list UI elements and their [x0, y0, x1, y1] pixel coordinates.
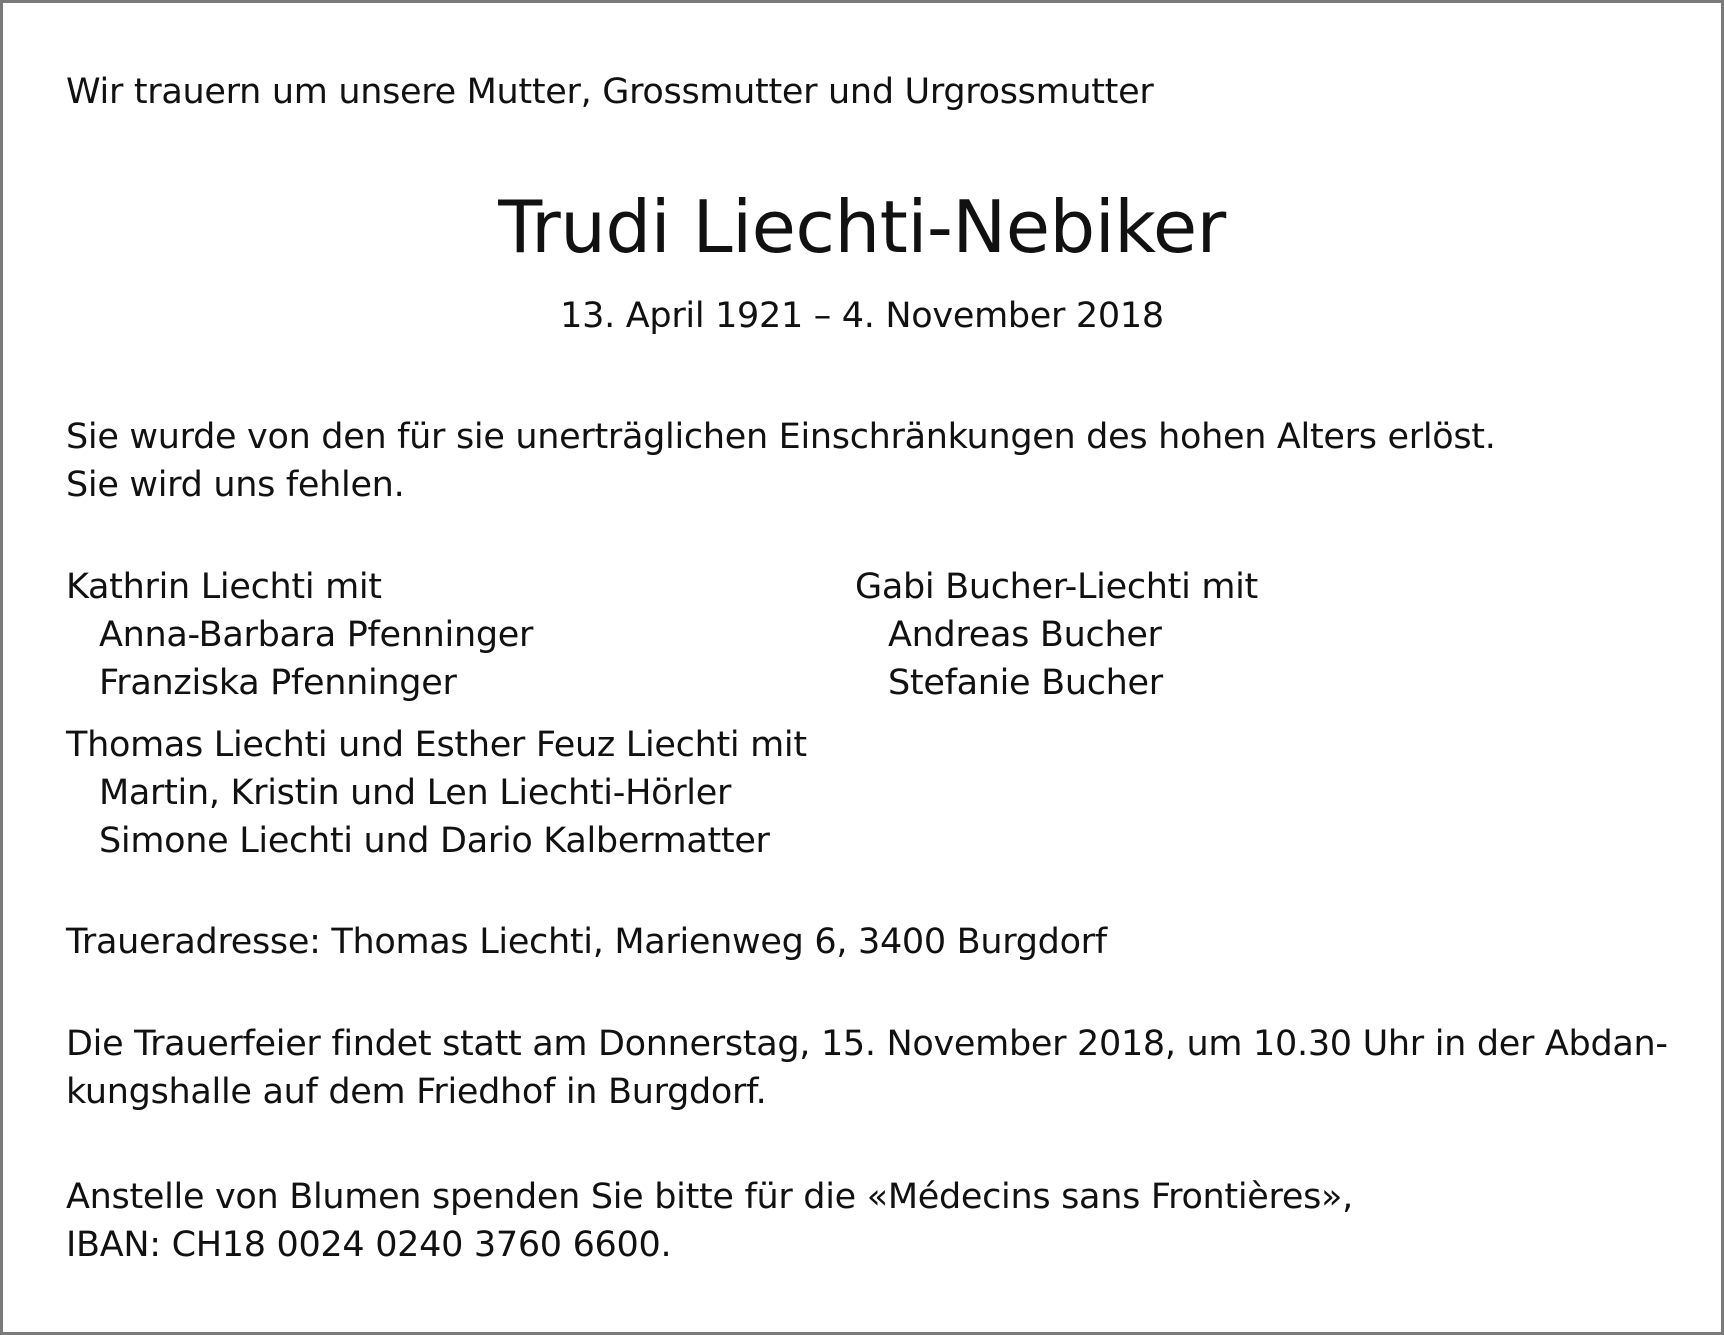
message-line-1: Sie wurde von den für sie unerträglichen Einschränkungen des hohen Alters erlöst. — [66, 417, 1496, 457]
family-group3-head: Thomas Liechti und Esther Feuz Liechti mit — [66, 725, 807, 765]
family-group2-head: Gabi Bucher-Liechti mit — [855, 567, 1258, 607]
donation-line-2: IBAN: CH18 0024 0240 3760 6600. — [66, 1225, 672, 1265]
ceremony-line-1: Die Trauerfeier findet statt am Donnerstag, 15. November 2018, um 10.30 Uhr in der Abdan- — [66, 1024, 1668, 1064]
family-group1-member: Franziska Pfenninger — [99, 663, 457, 703]
family-group1-head: Kathrin Liechti mit — [66, 567, 382, 607]
family-group2-member: Stefanie Bucher — [888, 663, 1163, 703]
family-group2-member: Andreas Bucher — [888, 615, 1162, 655]
deceased-name: Trudi Liechti-Nebiker — [498, 185, 1226, 269]
message-line-2: Sie wird uns fehlen. — [66, 465, 405, 505]
family-group3-member: Martin, Kristin und Len Liechti-Hörler — [99, 773, 732, 813]
family-group1-member: Anna-Barbara Pfenninger — [99, 615, 534, 655]
mourning-address: Traueradresse: Thomas Liechti, Marienweg 6, 3400 Burgdorf — [66, 922, 1107, 962]
life-dates: 13. April 1921 – 4. November 2018 — [560, 296, 1164, 336]
donation-line-1: Anstelle von Blumen spenden Sie bitte für die «Médecins sans Frontières», — [66, 1177, 1353, 1217]
family-group3-member: Simone Liechti und Dario Kalbermatter — [99, 821, 770, 861]
ceremony-line-2: kungshalle auf dem Friedhof in Burgdorf. — [66, 1072, 767, 1112]
intro-text: Wir trauern um unsere Mutter, Grossmutter und Urgrossmutter — [66, 72, 1154, 112]
